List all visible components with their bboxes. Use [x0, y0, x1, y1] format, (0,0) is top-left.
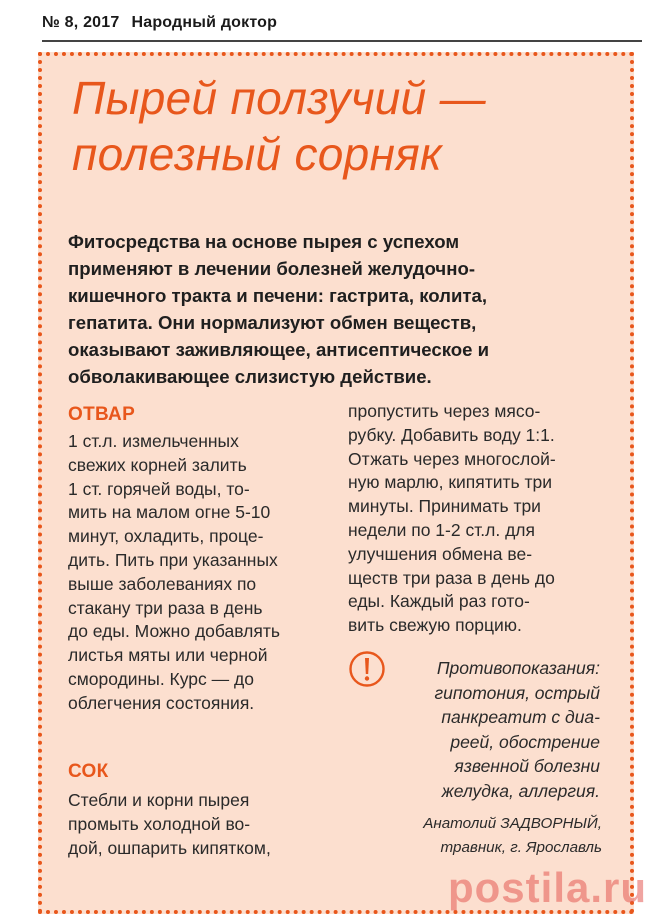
body-line: рубку. Добавить воду 1:1.: [348, 424, 555, 445]
body-line: минут, охладить, проце-: [68, 526, 264, 547]
body-line: Стебли и корни пырея: [68, 790, 250, 810]
body-line: 1 ст. горячей воды, то-: [68, 478, 250, 499]
contra-line: язвенной болезни: [454, 756, 600, 776]
contra-line: гипотония, острый: [434, 682, 600, 703]
page-header: [42, 10, 277, 36]
lead-line: кишечного тракта и печени: гастрита, колита,: [68, 285, 488, 306]
contra-line: желудка, аллергия.: [441, 780, 600, 801]
decoction-heading: ОТВАР: [68, 404, 136, 425]
body-line: промыть холодной во-: [68, 813, 251, 834]
lead-line: применяют в лечении болезней желудочно-: [68, 258, 476, 279]
lead-line: оказывают заживляющее, антисептическое и: [68, 339, 490, 360]
body-line: улучшения обмена ве-: [348, 543, 533, 564]
issue-number: № 8, 2017: [42, 14, 120, 31]
body-line: облегчения состояния.: [68, 692, 255, 713]
author-name: Анатолий ЗАДВОРНЫЙ,: [423, 815, 602, 832]
body-line: вить свежую порцию.: [348, 615, 522, 636]
header-divider: [42, 40, 642, 42]
body-line: смородины. Курс — до: [68, 668, 254, 689]
watermark: postila.ru: [448, 864, 648, 911]
juice-text: [68, 789, 330, 860]
contra-line: панкреатит с диа-: [441, 707, 600, 727]
body-line: дить. Пить при указанных: [68, 549, 278, 570]
publication-name: Народный доктор: [131, 14, 278, 31]
body-line: недели по 1-2 ст.л. для: [348, 519, 535, 540]
body-line: еды. Каждый раз гото-: [348, 591, 530, 612]
contra-line: реей, обострение: [450, 731, 600, 752]
body-line: свежих корней залить: [68, 454, 247, 475]
body-line: минуты. Принимать три: [348, 496, 541, 517]
lead-line: гепатита. Они нормализуют обмен веществ,: [68, 312, 477, 333]
article-title: [72, 70, 632, 182]
body-line: листья мяты или черной: [68, 645, 268, 666]
juice-heading: СОК: [68, 761, 109, 782]
contraindications: [378, 656, 600, 803]
author-signature: [340, 812, 602, 860]
author-title: травник, г. Ярославль: [440, 839, 602, 856]
right-column-text: [348, 400, 608, 638]
body-line: до еды. Можно добавлять: [68, 621, 280, 642]
body-line: выше заболеваниях по: [68, 573, 257, 594]
article-lead: [68, 228, 608, 390]
body-line: 1 ст.л. измельченных: [68, 431, 239, 451]
title-line-2: полезный сорняк: [72, 128, 443, 180]
decoction-text: [68, 430, 330, 716]
body-line: Отжать через многослой-: [348, 448, 556, 469]
contra-line: Противопоказания:: [436, 658, 600, 678]
body-line: пропустить через мясо-: [348, 401, 541, 421]
body-line: стакану три раза в день: [68, 597, 263, 618]
lead-line: Фитосредства на основе пырея с успехом: [68, 231, 460, 252]
body-line: ную марлю, кипятить три: [348, 472, 553, 493]
body-line: дой, ошпарить кипятком,: [68, 837, 271, 858]
body-line: мить на малом огне 5-10: [68, 502, 271, 523]
title-line-1: Пырей ползучий —: [72, 72, 486, 124]
body-line: ществ три раза в день до: [348, 567, 555, 588]
lead-line: обволакивающее слизистую действие.: [68, 366, 432, 387]
